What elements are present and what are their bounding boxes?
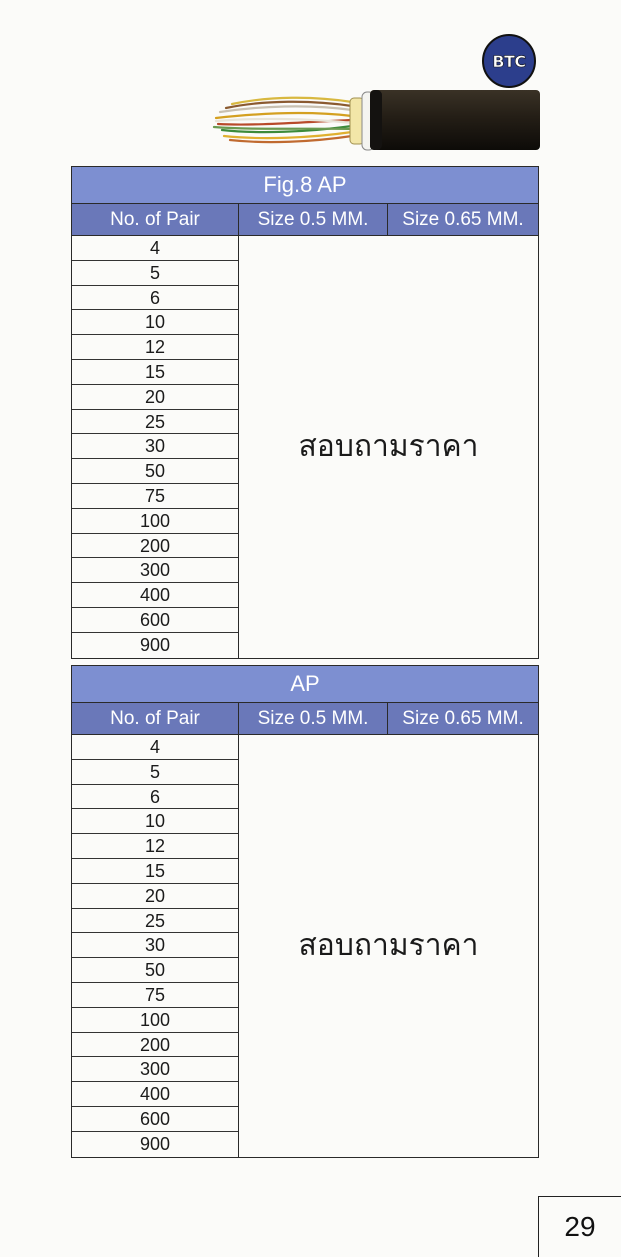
pair-value: 15: [72, 360, 238, 385]
pair-value: 400: [72, 1082, 238, 1107]
pair-value: 15: [72, 859, 238, 884]
spec-table-ap: [71, 665, 539, 1158]
price-inquiry-note: สอบถามราคา: [239, 735, 539, 1158]
pair-value: 4: [72, 735, 238, 760]
btc-logo: [482, 34, 536, 88]
pair-value: 200: [72, 1033, 238, 1058]
spec-table-fig8-ap: [71, 166, 539, 659]
pair-value: 300: [72, 1057, 238, 1082]
pair-value: 50: [72, 958, 238, 983]
header-size-05: Size 0.5 MM.: [239, 204, 388, 236]
pair-value: 400: [72, 583, 238, 608]
pair-value: 20: [72, 884, 238, 909]
pair-value: 20: [72, 385, 238, 410]
table-title: Fig.8 AP: [72, 167, 539, 204]
pair-value: 600: [72, 608, 238, 633]
table-title: AP: [72, 666, 539, 703]
pair-value: 30: [72, 933, 238, 958]
logo-text: BTC: [492, 51, 526, 71]
page-number: 29: [538, 1196, 621, 1257]
pair-value: 200: [72, 534, 238, 559]
pair-value: 100: [72, 1008, 238, 1033]
pair-value: 10: [72, 310, 238, 335]
pair-value: 5: [72, 760, 238, 785]
pair-value: 25: [72, 909, 238, 934]
pair-value: 900: [139, 1133, 171, 1154]
pair-value: 10: [72, 809, 238, 834]
pair-list: [72, 735, 239, 1158]
pair-value: 12: [72, 834, 238, 859]
pair-value: 5: [72, 261, 238, 286]
pair-value: 75: [72, 983, 238, 1008]
header-no-of-pair: No. of Pair: [72, 703, 239, 735]
pair-value: 600: [72, 1107, 238, 1132]
pair-value: 6: [72, 286, 238, 311]
pair-value: 6: [72, 785, 238, 810]
pair-value: 25: [72, 410, 238, 435]
cable-image-icon: [212, 88, 542, 152]
pair-value: 4: [72, 236, 238, 261]
header-no-of-pair: No. of Pair: [72, 204, 239, 236]
pair-list: [72, 236, 239, 659]
header-size-05: Size 0.5 MM.: [239, 703, 388, 735]
pair-value: 900: [139, 634, 171, 655]
header-size-065: Size 0.65 MM.: [388, 204, 539, 236]
pair-value: 50: [72, 459, 238, 484]
pair-value: 300: [72, 558, 238, 583]
header-size-065: Size 0.65 MM.: [388, 703, 539, 735]
pair-value: 12: [72, 335, 238, 360]
pair-value: 75: [72, 484, 238, 509]
price-inquiry-note: สอบถามราคา: [239, 236, 539, 659]
pair-value: 30: [72, 434, 238, 459]
pair-value: 100: [72, 509, 238, 534]
